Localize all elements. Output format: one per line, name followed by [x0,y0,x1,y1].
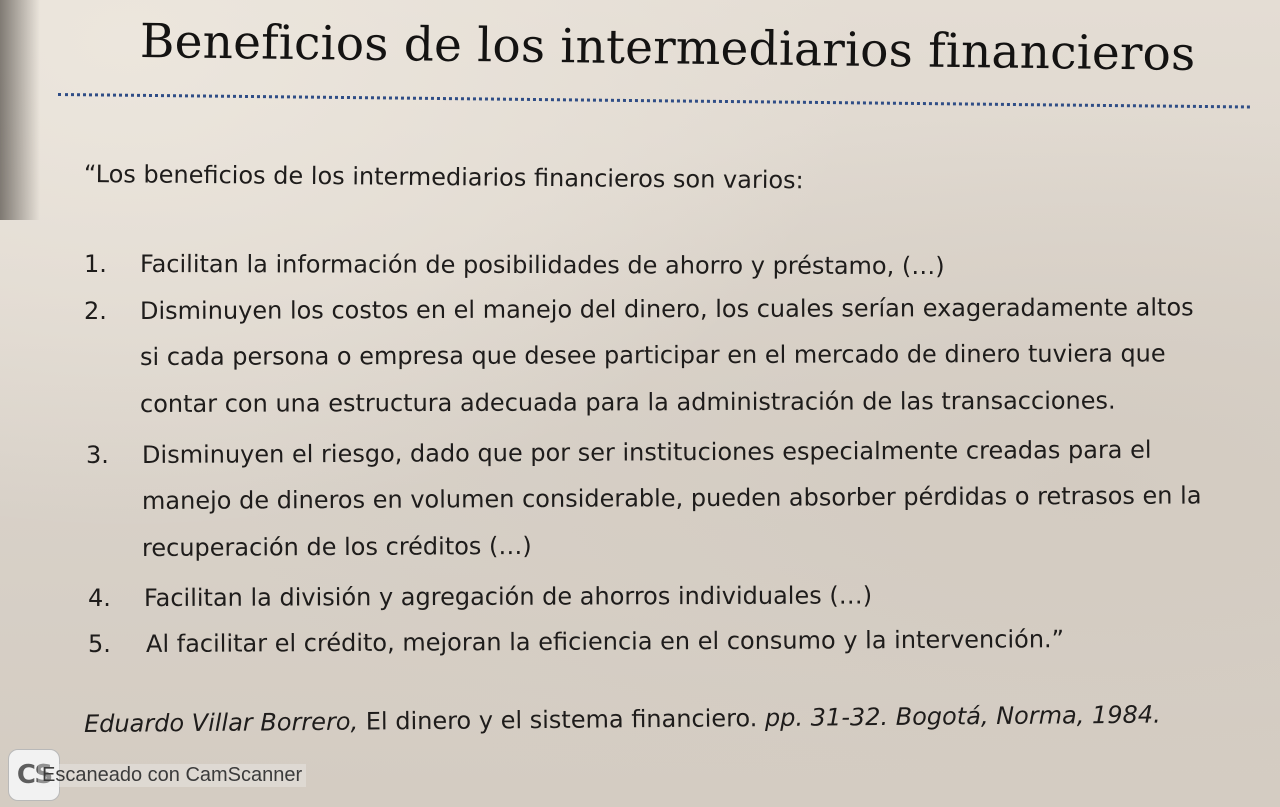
list-item-line: manejo de dineros en volumen considerable, pueden absorber pérdidas o retrasos en la [141,481,1202,515]
list-item-number: 2. [84,297,107,325]
citation [84,701,1161,738]
list-item-line: Disminuyen el riesgo, dado que por ser instituciones especialmente creadas para el [141,435,1152,469]
list-item-number: 4. [88,584,111,612]
camscanner-logo-icon: CS [8,749,60,801]
watermark-text: Escaneado con CamScanner [38,764,306,787]
list-item-number: 1. [84,250,107,278]
page-title: Beneficios de los intermediarios financieros [139,14,1196,82]
intro-paragraph: “Los beneficios de los intermediarios financieros son varios: [83,160,804,195]
list-item-line: contar con una estructura adecuada para la administración de las transacciones. [139,386,1116,418]
camscanner-watermark [8,747,306,803]
page-edge-shadow [0,0,40,220]
list-item-number: 3. [86,441,109,469]
list-item-line: si cada persona o empresa que desee participar en el mercado de dinero tuviera que [139,339,1166,371]
list-item-line: Al facilitar el crédito, mejoran la eficiencia en el consumo y la intervención.” [145,625,1065,658]
citation-details: pp. 31-32. Bogotá, Norma, 1984. [764,700,1161,733]
list-item-line: recuperación de los créditos (…) [141,531,532,562]
citation-author: Eduardo Villar Borrero, [83,707,359,738]
citation-work: El dinero y el sistema financiero. [358,704,766,736]
list-item-line: Disminuyen los costos en el manejo del dinero, los cuales serían exageradamente altos [139,293,1194,325]
dotted-divider [58,93,1250,108]
list-item-number: 5. [88,630,111,658]
list-item-line: Facilitan la información de posibilidades de ahorro y préstamo, (…) [139,250,945,281]
list-item-line: Facilitan la división y agregación de ahorros individuales (…) [143,581,873,612]
